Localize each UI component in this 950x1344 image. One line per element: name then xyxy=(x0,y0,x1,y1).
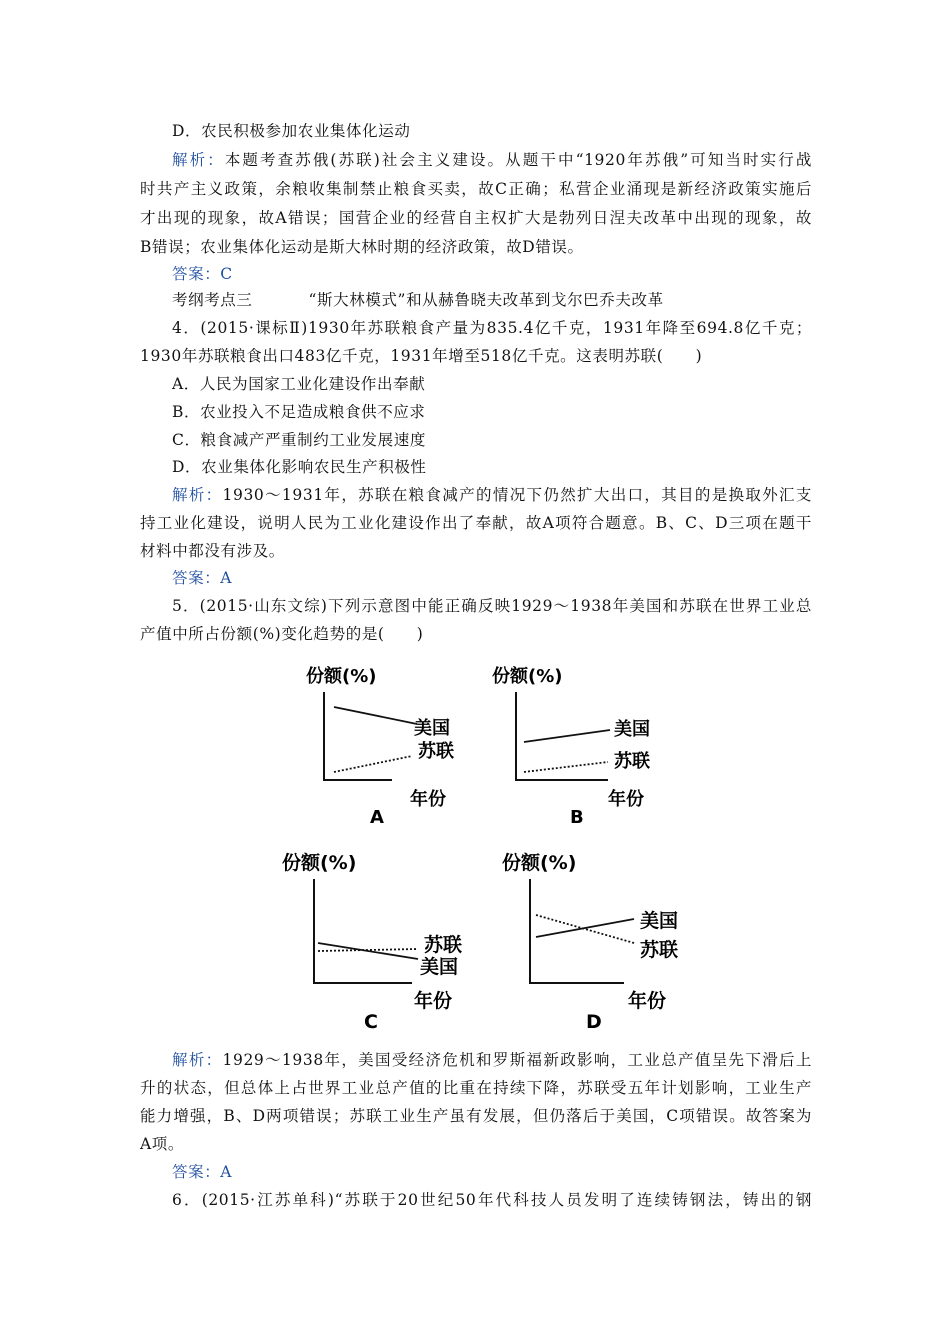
q5-stem-line-2: 产值中所占份额(%)变化趋势的是( ) xyxy=(140,625,424,643)
chart-d-axes xyxy=(530,879,624,983)
q5-analysis-line-4: A项。 xyxy=(140,1135,184,1153)
chart-b-ussr-label: 苏联 xyxy=(614,751,650,772)
q4-stem-line-2: 1930年苏联粮食出口483亿千克，1931年增至518亿千克。这表明苏联( ) xyxy=(140,347,703,365)
q4-answer: 答案：A xyxy=(172,569,233,587)
q3-analysis-line-3: 才出现的现象，故A错误；国营企业的经营自主权扩大是勃列日涅夫改革中出现的现象，故 xyxy=(140,209,812,227)
q5-analysis-line-3: 能力增强，B、D两项错误；苏联工业生产虽有发展，但仍落后于美国，C项错误。故答案为 xyxy=(140,1107,812,1125)
chart-c-ussr-label: 苏联 xyxy=(424,934,463,956)
q4-analysis-line-2: 持工业化建设，说明人民为工业化建设作出了奉献，故A项符合题意。B、C、D三项在题干 xyxy=(140,514,812,532)
q6-stem-line-1: 6．(2015·江苏单科)“苏联于20世纪50年代科技人员发明了连续铸钢法，铸出的钢 xyxy=(172,1191,812,1209)
chart-b-xlabel: 年份 xyxy=(608,789,644,810)
q4-option-d: D．农业集体化影响农民生产积极性 xyxy=(172,458,427,476)
q5-analysis-line-1: 解析：1929～1938年，美国受经济危机和罗斯福新政影响，工业总产值呈先下滑后上 xyxy=(172,1051,812,1069)
chart-b-ylabel: 份额(%) xyxy=(492,666,563,687)
q3-analysis-line-2: 时共产主义政策，余粮收集制禁止粮食买卖，故C正确；私营企业涌现是新经济政策实施后 xyxy=(140,180,812,198)
chart-c-ussr-line xyxy=(318,949,418,951)
q3-answer: 答案：C xyxy=(172,265,233,283)
chart-d-usa-line xyxy=(536,919,634,937)
chart-a-ylabel: 份额(%) xyxy=(306,666,377,687)
chart-d-ylabel: 份额(%) xyxy=(502,852,577,874)
q4-analysis-line-1: 解析：1930～1931年，苏联在粮食减产的情况下仍然扩大出口，其目的是换取外汇支 xyxy=(172,486,812,504)
chart-b xyxy=(490,660,670,834)
q3-analysis-line-1: 解析：本题考查苏俄(苏联)社会主义建设。从题干中“1920年苏俄”可知当时实行战 xyxy=(172,151,812,169)
chart-a-ussr-line xyxy=(334,756,412,772)
chart-a-usa-label: 美国 xyxy=(414,718,450,739)
chart-b-usa-line xyxy=(524,730,610,742)
q3-option-d: D．农民积极参加农业集体化运动 xyxy=(172,122,411,140)
chart-a-xlabel: 年份 xyxy=(410,789,446,810)
chart-d-xlabel: 年份 xyxy=(628,990,667,1012)
chart-c-xlabel: 年份 xyxy=(414,990,453,1012)
chart-d-ussr-line xyxy=(536,915,634,943)
q4-option-c: C．粮食减产严重制约工业发展速度 xyxy=(172,431,426,449)
chart-d-ussr-label: 苏联 xyxy=(640,939,679,961)
chart-d xyxy=(500,845,700,1039)
chart-b-usa-label: 美国 xyxy=(614,719,650,740)
chart-a-letter: A xyxy=(370,807,384,828)
q3-analysis-line-4: B错误；农业集体化运动是斯大林时期的经济政策，故D错误。 xyxy=(140,238,584,256)
chart-a-usa-line xyxy=(334,707,417,724)
q4-stem-line-1: 4．(2015·课标Ⅱ)1930年苏联粮食产量为835.4亿千克，1931年降至694.8亿千克； xyxy=(172,319,812,337)
chart-c-usa-label: 美国 xyxy=(420,956,459,978)
q5-analysis-line-2: 升的状态，但总体上占世界工业总产值的比重在持续下降，苏联受五年计划影响，工业生产 xyxy=(140,1079,812,1097)
chart-a xyxy=(292,660,472,834)
chart-b-letter: B xyxy=(570,807,584,828)
chart-c-ylabel: 份额(%) xyxy=(282,852,357,874)
q5-stem-line-1: 5．(2015·山东文综)下列示意图中能正确反映1929～1938年美国和苏联在世界工业总 xyxy=(172,597,812,615)
chart-c-letter: C xyxy=(364,1011,378,1033)
chart-c xyxy=(280,845,480,1039)
chart-c-axes xyxy=(314,879,412,983)
q5-answer: 答案：A xyxy=(172,1163,233,1181)
chart-b-ussr-line xyxy=(524,762,608,772)
chart-c-usa-line xyxy=(318,943,418,959)
q4-option-a: A．人民为国家工业化建设作出奉献 xyxy=(172,375,426,393)
section-heading: 考纲考点三 “斯大林模式”和从赫鲁晓夫改革到戈尔巴乔夫改革 xyxy=(172,291,664,309)
q4-analysis-line-3: 材料中都没有涉及。 xyxy=(140,542,285,560)
chart-a-ussr-label: 苏联 xyxy=(418,741,454,762)
chart-d-usa-label: 美国 xyxy=(640,910,679,932)
chart-d-letter: D xyxy=(586,1011,602,1033)
q4-option-b: B．农业投入不足造成粮食供不应求 xyxy=(172,403,426,421)
